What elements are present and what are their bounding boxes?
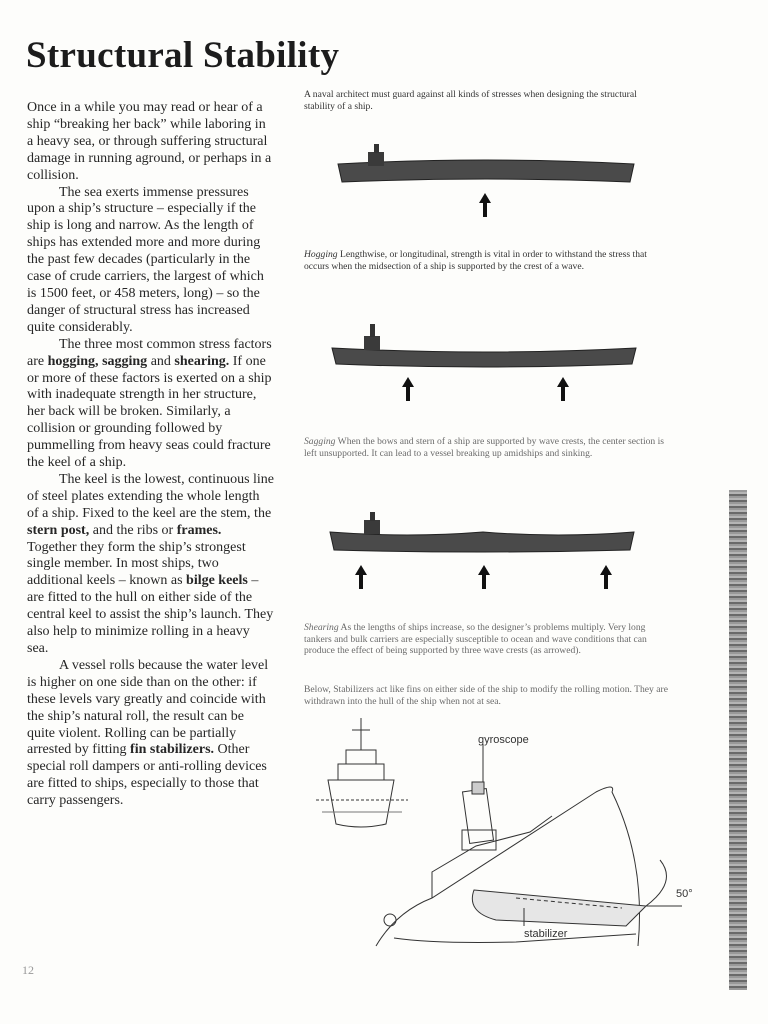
term-shearing: shearing. <box>174 353 230 369</box>
support-arrow-icon <box>477 564 491 590</box>
support-arrow-icon <box>354 564 368 590</box>
term-sagging: sagging <box>102 353 148 369</box>
term-hogging: hogging, <box>47 353 99 369</box>
hogging-caption: Hogging Lengthwise, or longitudinal, strength is vital in order to withstand the stress that occurs when the midsection of a ship is supported by the crest of a wave. <box>304 249 647 272</box>
shearing-ship-illustration <box>328 508 638 560</box>
support-arrow-icon <box>599 564 613 590</box>
term-fin-stabilizers: fin stabilizers. <box>130 742 215 758</box>
intro-caption: A naval architect must guard against all kinds of stresses when designing the structural stability of a ship. <box>304 89 637 112</box>
angle-label: 50° <box>676 888 693 900</box>
term-stern-post: stern post, <box>27 522 90 538</box>
stabilizer-caption: Below, Stabilizers act like fins on either side of the ship to modify the rolling motion. They are withdrawn into the hull of the ship when not at sea. <box>304 684 668 707</box>
hogging-term: Hogging <box>304 249 338 260</box>
shearing-term: Shearing <box>304 622 339 633</box>
shearing-caption: Shearing As the lengths of ships increase, so the designer’s problems multiply. Very long tankers and bulk carriers are especially susceptible to ocean and wave conditions that can produce the effect of being supported by three wave crests (as arrowed). <box>304 622 647 657</box>
page-edge-shadow <box>729 490 747 990</box>
support-arrow-icon <box>401 376 415 402</box>
support-arrow-icon <box>478 192 492 218</box>
paragraph: Once in a while you may read or hear of a ship “breaking her back” while laboring in a heavy sea, or through suffering structural damage in running aground, or perhaps in a collision. <box>27 100 272 183</box>
term-frames: frames. <box>176 522 222 538</box>
paragraph: The three most common stress factors are hogging, sagging and shearing. If one or more of these factors is exerted on a ship with inadequate strength in her structure, her back will be broken. Similarly, a collision or grounding followed by pummelling from heavy seas could fracture the keel of a ship. <box>27 336 272 471</box>
page-number: 12 <box>22 963 34 977</box>
sagging-caption: Sagging When the bows and stern of a ship are supported by wave crests, the center section is left unsupported. It can lead to a vessel breaking up amidships and sinking. <box>304 436 665 459</box>
sagging-ship-illustration <box>330 318 640 370</box>
stabilizer-label: stabilizer <box>524 928 568 940</box>
paragraph: A vessel rolls because the water level is higher on one side than on the other: if these levels vary greatly and coincide with the ship’s natural roll, the result can be quite violent. Rolling can be partially arrested by fitting fin stabilizers. Other special roll dampers or anti-rolling devices are fitted to ships, especially to those that carry passengers. <box>27 657 269 809</box>
hogging-ship-illustration <box>336 138 636 190</box>
gyroscope-label: gyroscope <box>478 734 529 746</box>
paragraph: The keel is the lowest, continuous line of steel plates extending the whole length of a ship. Fixed to the keel are the stem, the stern post, and the ribs or frames. Together they form the ship’s strongest single member. In most ships, two additional keels – known as bilge keels – are fitted to the hull on either side of the central keel to assist the ship’s launch. They also help to minimize rolling in a heavy sea. <box>27 471 275 656</box>
article-body <box>27 100 274 810</box>
term-bilge-keels: bilge keels <box>186 573 248 589</box>
support-arrow-icon <box>556 376 570 402</box>
stabilizer-diagram <box>316 712 688 956</box>
sagging-term: Sagging <box>304 436 336 447</box>
paragraph: The sea exerts immense pressures upon a ship’s structure – especially if the ship is long and narrow. As the length of ships has extended more and more during the past few decades (particularly in the case of crude carriers, the largest of which is 1500 feet, or 458 meters, long) – so the danger of structural stress has increased quite considerably. <box>27 184 264 335</box>
page-title: Structural Stability <box>26 35 340 76</box>
